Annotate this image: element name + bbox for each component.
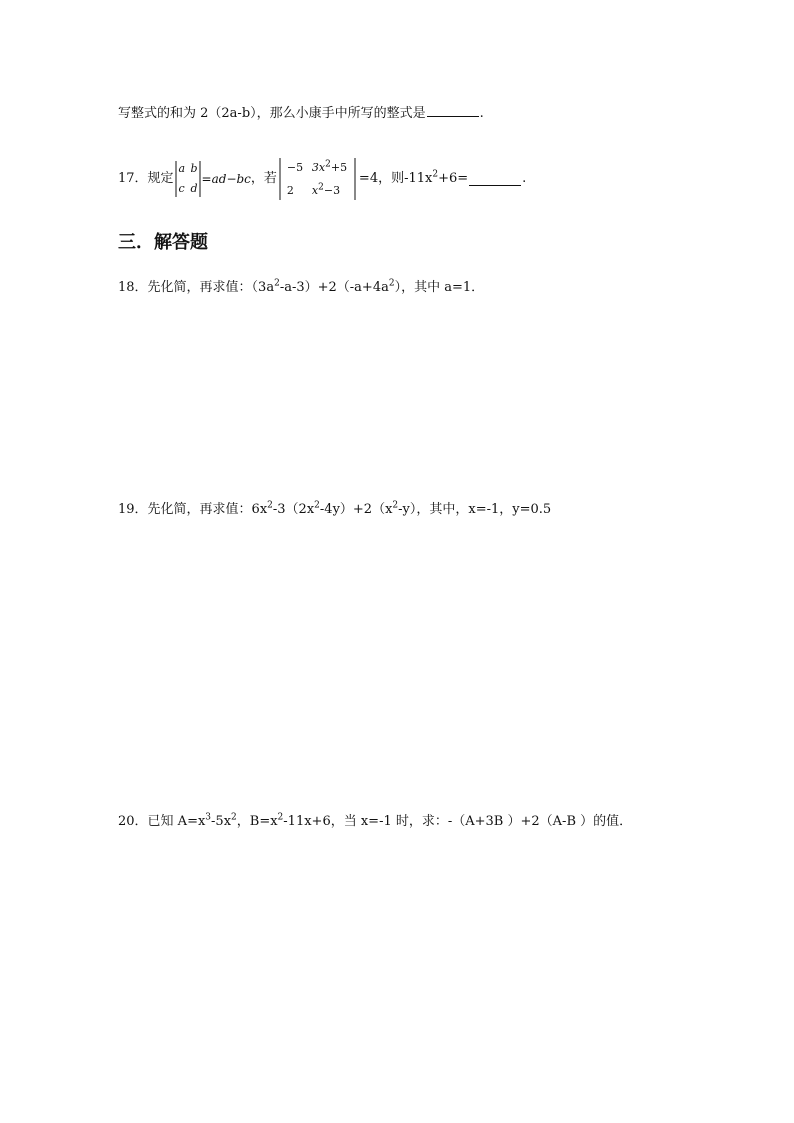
q17-end: . <box>522 171 527 186</box>
det1-b: b <box>190 162 198 175</box>
det2-c: 2 <box>286 184 294 197</box>
question-17 <box>118 159 527 197</box>
det1-formula: =ad−bc <box>201 172 251 186</box>
answer-blank-17[interactable] <box>469 173 521 186</box>
det1-c: c <box>178 182 185 195</box>
question-18: 18．先化简，再求值：$(3a^2-a-3)+2(-a+4a^2)$，其中 a=1． <box>118 278 485 295</box>
answer-blank-16[interactable] <box>427 104 479 117</box>
question-20: 20．已知 $A=x^3-5x^2$，$B=x^2-11x+6$，当 x=-1 时，求：-（A+3B ）+2（A-B ）的值． <box>118 812 633 829</box>
det1-a: a <box>178 162 186 175</box>
question-16-continuation <box>118 104 484 122</box>
q17-result: =4，则$-11x^2+6=$ <box>358 169 469 186</box>
q17-if: ，若 <box>250 171 277 186</box>
q16-end: . <box>479 106 484 121</box>
determinant-definition <box>175 159 201 199</box>
det1-d: d <box>190 182 198 195</box>
det2-b: $3x^2+5$ <box>311 159 348 174</box>
section-title-answer-questions: 三．解答题 <box>118 232 208 253</box>
determinant-condition <box>278 156 358 202</box>
det2-a: −5 <box>286 161 304 174</box>
question-19: 19．先化简，再求值：$6x^2-3(2x^2-4y)+2(x^2-y)$，其中，x=-1，y=0.5 <box>118 500 552 517</box>
q16-text: 写整式的和为 2（2a-b），那么小康手中所写的整式是 <box>118 106 426 121</box>
det2-d: $x^2-3$ <box>311 182 341 197</box>
q17-number: 17．规定 <box>118 171 174 186</box>
